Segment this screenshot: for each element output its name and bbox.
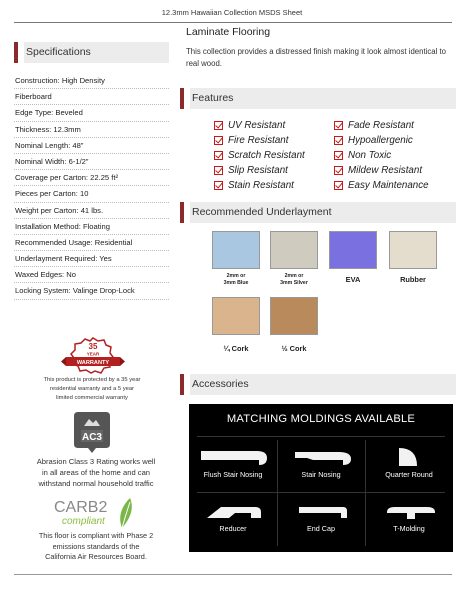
spec-item: Recommended Usage: Residential xyxy=(14,235,169,251)
product-description: This collection provides a distressed finish making it look almost identical to real wood. xyxy=(186,47,447,68)
features-heading-text: Features xyxy=(190,88,456,109)
specifications-heading xyxy=(14,42,169,63)
underlayment-label xyxy=(264,273,324,287)
feature-label: Fire Resistant xyxy=(228,135,289,147)
checkbox-checked-icon xyxy=(214,121,223,130)
moldings-panel-title: MATCHING MOLDINGS AVAILABLE xyxy=(226,413,416,425)
molding-label: T-Molding xyxy=(393,524,425,533)
reducer-icon xyxy=(205,504,263,520)
feature-item xyxy=(214,120,334,132)
spec-item: Underlayment Required: Yes xyxy=(14,251,169,267)
checkbox-checked-icon xyxy=(214,151,223,160)
feature-item xyxy=(214,180,334,192)
feature-item xyxy=(334,165,454,177)
checkbox-checked-icon xyxy=(334,151,343,160)
product-title: Laminate Flooring xyxy=(186,26,271,38)
molding-label: End Cap xyxy=(307,524,335,533)
carb-line: emissions standards of the xyxy=(52,541,140,551)
specifications-heading-text: Specifications xyxy=(24,42,169,63)
specifications-section xyxy=(14,42,169,300)
spec-item: Weight per Carton: 41 lbs. xyxy=(14,203,169,219)
molding-label: Reducer xyxy=(219,524,247,533)
matching-moldings-panel xyxy=(189,404,453,552)
checkbox-checked-icon xyxy=(334,121,343,130)
feature-label: Slip Resistant xyxy=(228,165,288,177)
abrasion-line: Abrasion Class 3 Rating works well xyxy=(36,457,156,466)
abrasion-line: withstand normal household traffic xyxy=(38,479,154,488)
end-cap-icon xyxy=(297,504,349,520)
abrasion-text xyxy=(22,456,170,489)
features-heading xyxy=(180,88,456,109)
checkbox-checked-icon xyxy=(334,136,343,145)
warranty-badge-years: 35 xyxy=(88,342,98,351)
spec-item: Waxed Edges: No xyxy=(14,267,169,283)
underlayment-label-line: 3mm Silver xyxy=(280,280,308,286)
feature-label: Non Toxic xyxy=(348,150,392,162)
accessories-heading-text: Accessories xyxy=(190,374,456,395)
checkbox-checked-icon xyxy=(214,166,223,175)
document-title: 12.3mm Hawaiian Collection MSDS Sheet xyxy=(161,8,303,17)
underlayment-label: ½ Cork xyxy=(281,344,307,353)
spec-item: Fiberboard xyxy=(14,89,169,105)
feature-label: UV Resistant xyxy=(228,120,286,132)
underlayment-label: ¼ Cork xyxy=(223,344,249,353)
molding-label: Stair Nosing xyxy=(301,470,341,479)
underlayment-swatch-half-cork xyxy=(270,297,318,335)
feature-label: Mildew Resistant xyxy=(348,165,423,177)
top-divider xyxy=(14,22,452,23)
feature-item xyxy=(214,150,334,162)
underlayment-label: EVA xyxy=(345,275,361,284)
feature-item xyxy=(334,135,454,147)
quarter-round-icon xyxy=(397,446,419,468)
feature-label: Scratch Resistant xyxy=(228,150,305,162)
feature-label: Stain Resistant xyxy=(228,180,294,192)
ac3-rating-icon xyxy=(72,410,112,454)
warranty-badge-year: YEAR xyxy=(86,351,100,357)
heading-accent-bar xyxy=(180,88,184,109)
feature-label: Hypoallergenic xyxy=(348,135,413,147)
carb2-compliant-logo xyxy=(52,494,142,530)
warranty-line: limited commercial warranty xyxy=(56,395,128,401)
spec-item: Nominal Width: 6-1/2” xyxy=(14,154,169,170)
molding-label: Quarter Round xyxy=(385,470,433,479)
feature-label: Easy Maintenance xyxy=(348,180,429,192)
warranty-text xyxy=(22,376,162,403)
stair-nosing-icon xyxy=(293,448,353,466)
spec-item: Pieces per Carton: 10 xyxy=(14,186,169,202)
panel-divider xyxy=(197,436,445,437)
features-list xyxy=(214,120,454,192)
spec-item: Installation Method: Floating xyxy=(14,219,169,235)
bottom-divider xyxy=(14,574,452,575)
flush-stair-nosing-icon xyxy=(199,448,269,466)
ac3-badge-label: AC3 xyxy=(81,432,103,443)
underlayment-swatch-silver xyxy=(270,231,318,269)
underlayment-swatch-quarter-cork xyxy=(212,297,260,335)
feature-item xyxy=(334,120,454,132)
carb-logo-main: CARB2 xyxy=(54,499,108,516)
feature-item xyxy=(334,180,454,192)
accessories-heading xyxy=(180,374,456,395)
feature-label: Fade Resistant xyxy=(348,120,414,132)
spec-item: Locking System: Valinge Drop-Lock xyxy=(14,283,169,299)
abrasion-line: in all areas of the home and can xyxy=(41,468,151,477)
carb-logo-sub: compliant xyxy=(62,516,105,527)
underlayment-swatch-rubber xyxy=(389,231,437,269)
spec-item: Construction: High Density xyxy=(14,73,169,89)
heading-accent-bar xyxy=(180,374,184,395)
spec-item: Thickness: 12.3mm xyxy=(14,122,169,138)
underlayment-label xyxy=(206,273,266,287)
carb-line: This floor is compliant with Phase 2 xyxy=(38,531,154,540)
warranty-line: residential warranty and a 5 year xyxy=(49,386,135,392)
checkbox-checked-icon xyxy=(214,136,223,145)
underlayment-heading-text: Recommended Underlayment xyxy=(190,202,456,223)
underlayment-swatch-eva xyxy=(329,231,377,269)
feature-item xyxy=(334,150,454,162)
heading-accent-bar xyxy=(14,42,18,63)
feature-item xyxy=(214,165,334,177)
spec-item: Edge Type: Beveled xyxy=(14,105,169,121)
t-molding-icon xyxy=(385,504,437,520)
checkbox-checked-icon xyxy=(214,181,223,190)
heading-accent-bar xyxy=(180,202,184,223)
panel-divider xyxy=(197,492,445,493)
warranty-line: This product is protected by a 35 year xyxy=(43,377,141,383)
underlayment-heading xyxy=(180,202,456,223)
spec-item: Coverage per Carton: 22.25 ft² xyxy=(14,170,169,186)
checkbox-checked-icon xyxy=(334,166,343,175)
carb-text xyxy=(22,531,170,563)
carb-line: California Air Resources Board. xyxy=(45,552,147,561)
underlayment-label: Rubber xyxy=(400,275,426,284)
warranty-badge-label: WARRANTY xyxy=(76,360,110,366)
spec-list xyxy=(14,73,169,300)
underlayment-label-line: 2mm or xyxy=(284,273,304,279)
warranty-badge-icon xyxy=(58,336,128,376)
underlayment-label-line: 3mm Blue xyxy=(223,280,249,286)
underlayment-label-line: 2mm or xyxy=(226,273,246,279)
spec-item: Nominal Length: 48” xyxy=(14,138,169,154)
underlayment-swatch-blue xyxy=(212,231,260,269)
feature-item xyxy=(214,135,334,147)
molding-label: Flush Stair Nosing xyxy=(203,470,263,479)
checkbox-checked-icon xyxy=(334,181,343,190)
